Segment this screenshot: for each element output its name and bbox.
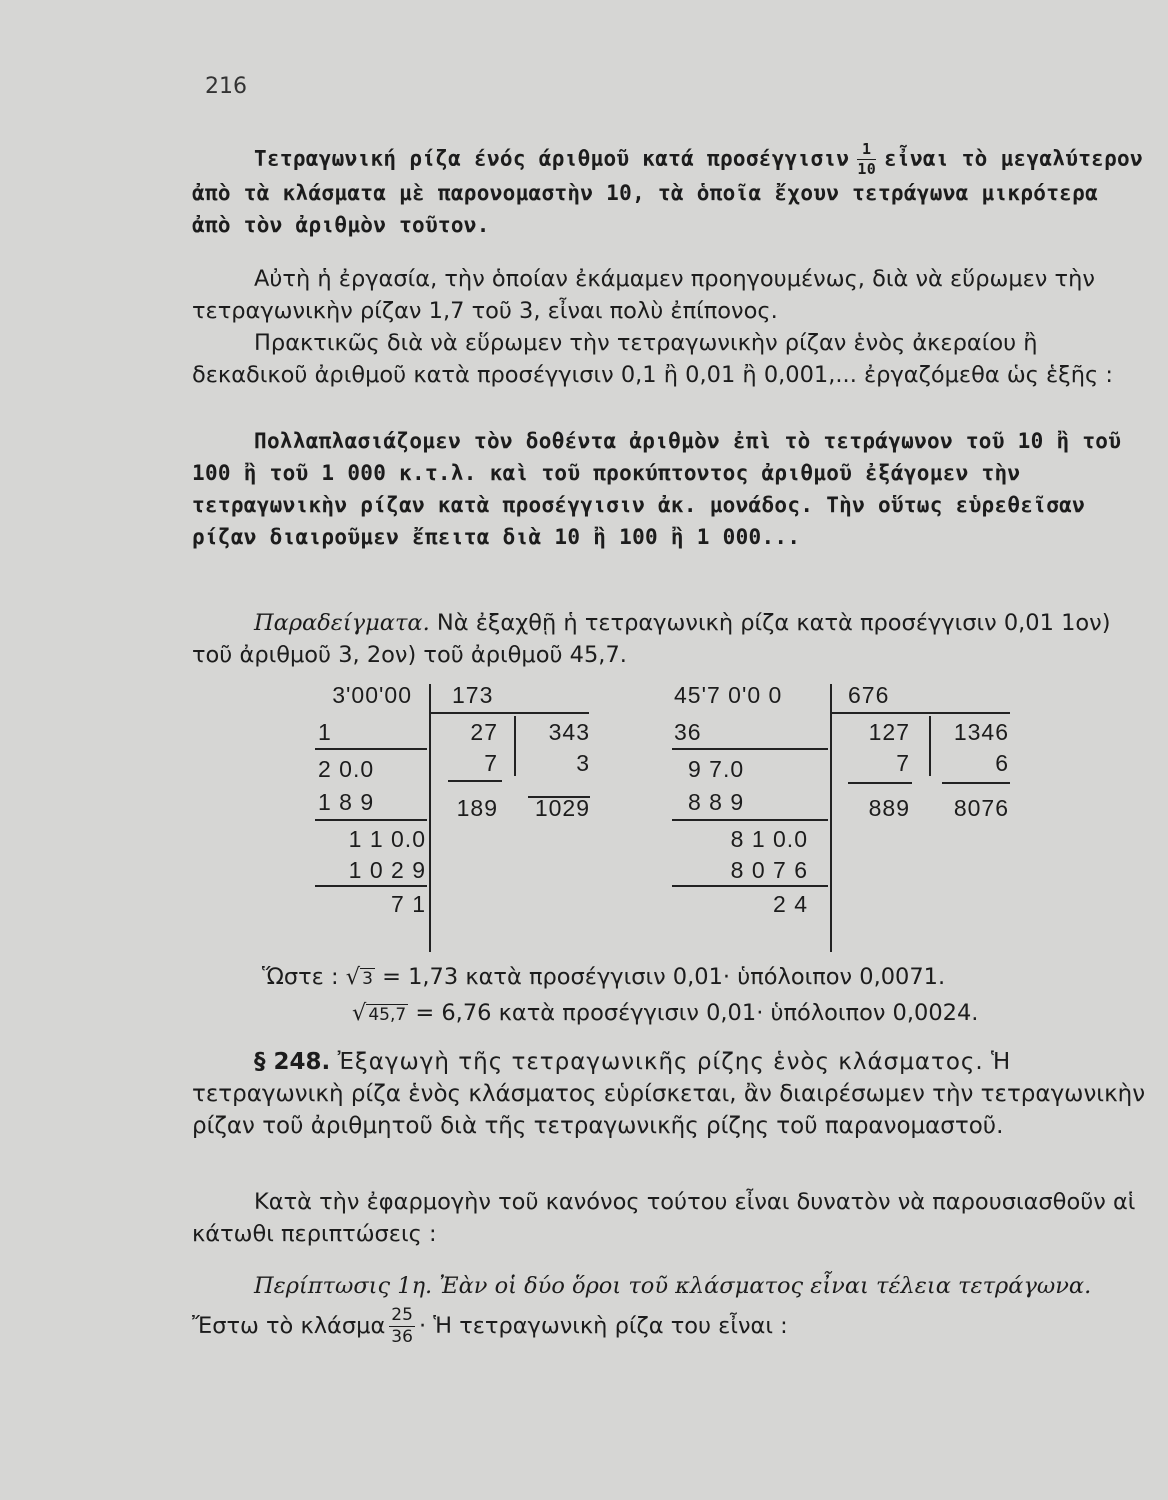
calc2-trial2-product: 8076	[953, 795, 1009, 821]
calc2-divider	[830, 684, 832, 952]
calc2-trial2-b: 6	[995, 750, 1009, 776]
calc2-remainder: 2 4	[773, 891, 808, 917]
calc2-step2: 9 7.0	[688, 756, 745, 782]
section-title: Ἐξαγωγὴ τῆς τετραγωνικῆς ρίζης ἑνὸς κλάσματος.	[337, 1049, 984, 1075]
case-1-condition: Ἐὰν οἱ δύο ὅροι τοῦ κλάσματος εἶναι τέλεια τετράγωνα.	[439, 1273, 1092, 1299]
calc2-trial1-product: 889	[868, 795, 910, 821]
calc2-line	[848, 782, 912, 784]
calc1-trial1-product: 189	[456, 795, 498, 821]
calc1-step3: 1 8 9	[318, 789, 375, 815]
calc1-number: 3'00'00	[332, 682, 412, 708]
calc1-divider	[429, 684, 431, 952]
page-number: 216	[205, 74, 247, 99]
examples-label: Παραδείγματα.	[254, 610, 430, 636]
calc1-line	[431, 712, 589, 714]
sqrt-sign: √ 45,7	[352, 1000, 407, 1026]
calc2-trial1-a: 127	[868, 719, 910, 745]
calc1-trial1-a: 27	[470, 719, 498, 745]
result-sqrt-45-7: √ 45,7 = 6,76 κατὰ προσέγγισιν 0,01· ὑπόλοιπον 0,0024.	[352, 1000, 979, 1026]
calc2-line	[672, 819, 828, 821]
calc2-step3: 8 8 9	[688, 789, 745, 815]
calc1-line	[315, 885, 427, 887]
paragraph-cases: Κατὰ τὴν ἐφαρμογὴν τοῦ κανόνος τούτου εἶναι δυνατὸν νὰ παρουσιασθοῦν αἱ κάτωθι περιπτώσεις :	[192, 1189, 1136, 1247]
calc1-line	[315, 819, 427, 821]
section-number: § 248.	[254, 1049, 331, 1075]
calc1-trial1-b: 7	[484, 750, 498, 776]
calc2-number: 45'7 0'0 0	[674, 682, 783, 708]
rule-multiply: Πολλαπλασιάζομεν τὸν δοθέντα ἀριθμὸν ἐπὶ τὸ τετράγωνον τοῦ 10 ἢ τοῦ 100 ἢ τοῦ 1 000 κ.τ.λ. καὶ τοῦ προκύπτοντος ἀριθμοῦ ἐξάγομεν τὴν τετραγωνικὴν ρίζαν κατὰ προσέγγισιν ἀκ. μονάδος. Τὴν οὕτως εὑρεθεῖσαν ρίζαν διαιροῦμεν ἔπειτα διὰ 10 ἢ 100 ἢ 1 000...	[192, 429, 1122, 549]
fraction-25-36: $\frac{25}{36}$	[391, 1305, 413, 1347]
calc1-trial2-b: 3	[576, 750, 590, 776]
case-1: Περίπτωσις 1η. Ἐὰν οἱ δύο ὅροι τοῦ κλάσματος εἶναι τέλεια τετράγωνα. Ἔστω τὸ κλάσμα $\frac{25}{36}$ · Ἡ τετραγωνικὴ ρίζα του εἶναι :	[192, 1273, 1092, 1347]
calc2-divider	[929, 716, 931, 776]
rule-definition: Τετραγωνική ρίζα ένός άριθμοῦ κατά προσέγγισιν $\frac{1}{10}$ εἶναι τὸ μεγαλύτερον ἀπὸ τὰ κλάσματα μὲ παρονομαστὴν 10, τὰ ὁποῖα ἔχουν τετράγωνα μικρότερα ἀπὸ τὸν ἀριθμὸν τοῦτον.	[192, 140, 1143, 237]
calc1-trial2-a: 343	[548, 719, 590, 745]
calc2-step1: 36	[674, 719, 702, 745]
calc1-line	[315, 748, 427, 750]
paragraph-laborious: Αὐτὴ ἡ ἐργασία, τὴν ὁποίαν ἐκάμαμεν προηγουμένως, διὰ νὰ εὕρωμεν τὴν τετραγωνικὴν ρίζαν 1,7 τοῦ 3, εἶναι πολὺ ἐπίπονος.	[192, 266, 1095, 324]
calc1-line	[448, 780, 502, 782]
result-sqrt-3: Ὥστε : √ 3 = 1,73 κατὰ προσέγγισιν 0,01· ὑπόλοιπον 0,0071.	[262, 964, 946, 990]
calc2-line	[942, 782, 1010, 784]
fraction-one-tenth: $\frac{1}{10}$	[857, 140, 877, 178]
calc2-step4: 8 1 0.0	[730, 826, 808, 852]
calc1-root: 173	[452, 682, 494, 708]
calc1-step2: 2 0.0	[318, 756, 375, 782]
calc2-root: 676	[848, 682, 890, 708]
examples-paragraph: Παραδείγματα. Νὰ ἐξαχθῇ ἡ τετραγωνικὴ ρίζα κατὰ προσέγγισιν 0,01 1ον) τοῦ ἀριθμοῦ 3, 2ον) τοῦ ἀριθμοῦ 45,7.	[192, 610, 1111, 668]
calc1-trial2-product: 1029	[534, 795, 590, 821]
calc2-line	[672, 885, 828, 887]
section-248: § 248. Ἐξαγωγὴ τῆς τετραγωνικῆς ρίζης ἑνὸς κλάσματος. Ἡ τετραγωνικὴ ρίζα ἑνὸς κλάσματος εὑρίσκεται, ἂν διαιρέσωμεν τὴν τετραγωνικὴν ρίζαν τοῦ ἀριθμητοῦ διὰ τῆς τετραγωνικῆς ρίζης τοῦ παρανομαστοῦ.	[192, 1049, 1146, 1139]
calc1-divider	[514, 716, 516, 776]
case-1-label: Περίπτωσις 1η.	[254, 1273, 433, 1299]
calc1-step5: 1 0 2 9	[348, 857, 426, 883]
paragraph-practical: Πρακτικῶς διὰ νὰ εὕρωμεν τὴν τετραγωνικὴν ρίζαν ἑνὸς ἀκεραίου ἢ δεκαδικοῦ ἀριθμοῦ κατὰ προσέγγισιν 0,1 ἢ 0,01 ἢ 0,001,... ἐργαζόμεθα ὡς ἑξῆς :	[192, 330, 1113, 388]
calc1-step4: 1 1 0.0	[348, 826, 426, 852]
calc2-step5: 8 0 7 6	[730, 857, 808, 883]
calc2-line	[832, 712, 1010, 714]
calc1-remainder: 7 1	[391, 891, 426, 917]
calc1-step1: 1	[318, 719, 332, 745]
calc2-trial2-a: 1346	[953, 719, 1009, 745]
calc2-line	[672, 748, 828, 750]
calc2-trial1-b: 7	[896, 750, 910, 776]
sqrt-sign: √ 3	[345, 964, 373, 990]
